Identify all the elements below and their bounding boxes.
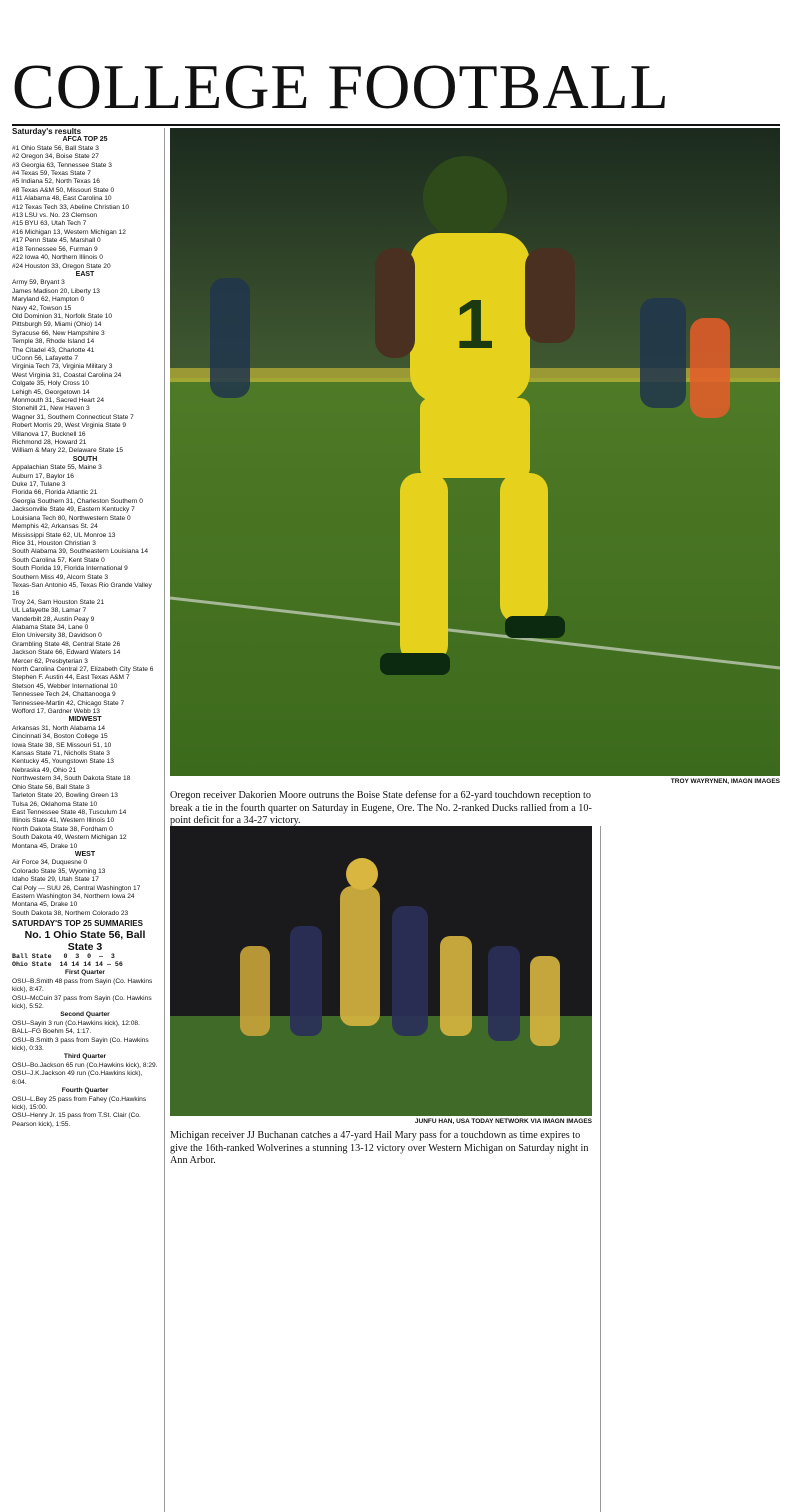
score-line: Monmouth 31, Sacred Heart 24	[12, 397, 104, 404]
score-line: East Tennessee State 48, Tusculum 14	[12, 808, 127, 816]
score-line: Richmond 28, Howard 21	[12, 439, 87, 447]
score-line: Idaho State 29, Utah State 17	[12, 876, 99, 884]
score-line: South Carolina 57, Kent State 0	[12, 556, 105, 564]
score-line: South Alabama 39, Southeastern Louisiana 14	[12, 548, 149, 556]
score-line: #1 Ohio State 56, Ball State 3	[12, 144, 99, 152]
linescore-row: Ball State 0 3 0 — 3	[12, 952, 115, 960]
quarter-heading: Fourth Quarter	[61, 1087, 109, 1095]
score-line: #13 LSU vs. No. 23 Clemson	[12, 212, 98, 220]
score-line: Robert Morris 29, West Virginia State 9	[12, 422, 127, 430]
scoring-plays: OSU–Bo.Jackson 65 run (Co.Hawkins kick), 8:29. OSU–J.K.Jackson 49 run (Co.Hawkins kick), 6:04.	[12, 1061, 158, 1086]
score-line: Temple 38, Rhode Island 14	[12, 338, 95, 346]
score-line: The Citadel 43, Charlotte 41	[12, 346, 95, 354]
midwest-list	[12, 725, 158, 851]
score-line: Tulsa 26, Oklahoma State 10	[12, 800, 98, 808]
score-line: Pittsburgh 59, Miami (Ohio) 14	[12, 321, 102, 329]
score-line: Ohio State 56, Ball State 3	[12, 783, 90, 791]
column-divider	[164, 128, 165, 1512]
west-heading: WEST	[74, 850, 96, 858]
score-line: Stephen F. Austin 44, East Texas A&M 7	[12, 674, 130, 682]
top25-list	[12, 145, 158, 271]
stadium-photo-illustration	[170, 128, 780, 776]
east-heading: EAST	[75, 270, 95, 278]
score-line: South Dakota 49, Western Michigan 12	[12, 834, 127, 842]
scoring-plays: OSU–L.Bey 25 pass from Fahey (Co.Hawkins kick), 15:00. OSU–Henry Jr. 15 pass from T.St. Clair (Co. Pearson kick), 1:55.	[12, 1095, 147, 1128]
score-line: Cincinnati 34, Boston College 15	[12, 733, 108, 741]
score-line: North Dakota State 38, Fordham 0	[12, 825, 113, 833]
score-line: Old Dominion 31, Norfolk State 10	[12, 312, 113, 320]
score-line: Southern Miss 49, Alcorn State 3	[12, 573, 109, 581]
score-line: Jackson State 66, Edward Waters 14	[12, 649, 121, 657]
score-line: Jacksonville State 49, Eastern Kentucky 7	[12, 506, 135, 514]
stadium-photo-illustration	[170, 826, 592, 1116]
score-line: Elon University 38, Davidson 0	[12, 632, 102, 640]
score-line: #15 BYU 63, Utah Tech 7	[12, 220, 87, 228]
score-line: South Florida 19, Florida International 9	[12, 565, 128, 573]
score-line: Cal Poly — SUU 26, Central Washington 17	[12, 884, 141, 892]
score-line: Duke 17, Tulane 3	[12, 481, 66, 489]
scores-column	[12, 128, 158, 1512]
score-line: Maryland 62, Hampton 0	[12, 296, 85, 304]
quarter-heading: Second Quarter	[60, 1011, 110, 1019]
score-line: Montana 45, Drake 10	[12, 901, 78, 909]
score-line: #5 Indiana 52, North Texas 16	[12, 178, 100, 186]
score-line: Florida 66, Florida Atlantic 21	[12, 489, 98, 497]
photo-credit: JUNFU HAN, USA TODAY NETWORK VIA IMAGN IMAGES	[414, 1118, 592, 1125]
score-line: Rice 31, Houston Christian 3	[12, 539, 96, 547]
score-line: #17 Penn State 45, Marshall 0	[12, 237, 101, 245]
score-line: Alabama State 34, Lane 0	[12, 623, 89, 631]
west-list	[12, 859, 158, 918]
score-line: South Dakota 38, Northern Colorado 23	[12, 909, 129, 917]
results-heading: Saturday's results	[12, 128, 82, 136]
score-line: #4 Texas 59, Texas State 7	[12, 170, 91, 178]
score-line: Kansas State 71, Nicholls State 3	[12, 750, 110, 758]
score-line: Appalachian State 55, Maine 3	[12, 464, 102, 472]
scoring-plays: OSU–Sayin 3 run (Co.Hawkins kick), 12:08. BALL–FG Boehm 54, 1:17. OSU–B.Smith 3 pass from Sayin (Co. Hawkins kick), 0:33.	[12, 1019, 149, 1053]
linescore-row: Ohio State 14 14 14 14 — 56	[12, 961, 123, 968]
summaries-heading: SATURDAY'S TOP 25 SUMMARIES	[12, 919, 143, 929]
score-line: Tennessee-Martin 42, Chicago State 7	[12, 699, 125, 707]
score-line: Air Force 34, Duquesne 0	[12, 859, 88, 867]
score-line: #16 Michigan 13, Western Michigan 12	[12, 228, 126, 236]
score-line: Grambling State 48, Central State 26	[12, 640, 121, 648]
score-line: Colgate 35, Holy Cross 10	[12, 380, 89, 388]
quarter-heading: First Quarter	[65, 969, 105, 977]
score-line: Texas-San Antonio 45, Texas Rio Grande Valley 16	[12, 581, 152, 598]
score-line: Tarleton State 20, Bowling Green 13	[12, 792, 118, 800]
svg-text:1: 1	[455, 285, 494, 363]
score-line: #22 Iowa 40, Northern Illinois 0	[12, 254, 103, 262]
score-line: Mercer 62, Presbyterian 3	[12, 657, 88, 665]
michigan-photo	[170, 826, 592, 1116]
masthead-rule	[12, 124, 780, 126]
score-line: West Virginia 31, Coastal Carolina 24	[12, 371, 122, 379]
score-line: Nebraska 49, Ohio 21	[12, 766, 77, 774]
score-line: Stetson 45, Webber International 10	[12, 682, 118, 690]
masthead	[12, 52, 780, 122]
score-line: Navy 42, Towson 15	[12, 304, 72, 312]
score-line: #12 Texas Tech 33, Abeline Christian 10	[12, 203, 130, 211]
score-line: Villanova 17, Bucknell 16	[12, 430, 86, 438]
score-line: #2 Oregon 34, Boise State 27	[12, 153, 99, 161]
score-line: Army 59, Bryant 3	[12, 279, 65, 287]
score-line: Iowa State 38, SE Missouri 51, 10	[12, 741, 112, 749]
south-heading: SOUTH	[72, 455, 98, 463]
score-line: Montana 45, Drake 10	[12, 842, 78, 850]
score-line: William & Mary 22, Delaware State 15	[12, 447, 124, 455]
photo-credit: TROY WAYRYNEN, IMAGN IMAGES	[670, 778, 780, 785]
score-line: #3 Georgia 63, Tennessee State 3	[12, 161, 112, 169]
score-line: #24 Houston 33, Oregon State 20	[12, 262, 111, 270]
score-line: UConn 56, Lafayette 7	[12, 354, 78, 362]
score-line: Lehigh 45, Georgetown 14	[12, 388, 90, 396]
score-line: #11 Alabama 48, East Carolina 10	[12, 195, 112, 203]
score-line: North Carolina Central 27, Elizabeth City State 6	[12, 666, 154, 673]
quarter-heading: Third Quarter	[63, 1053, 107, 1061]
score-line: Georgia Southern 31, Charleston Southern 0	[12, 497, 143, 505]
game-title: No. 1 Ohio State 56, Ball State 3	[24, 928, 146, 953]
score-line: Illinois State 41, Western Illinois 10	[12, 817, 115, 825]
scoring-plays: OSU–B.Smith 48 pass from Sayin (Co. Hawkins kick), 8:47. OSU–McCuin 37 pass from Sayin (Co. Hawkins kick), 5:52.	[12, 977, 153, 1011]
score-line: Memphis 42, Arkansas St. 24	[12, 523, 98, 531]
midwest-heading: MIDWEST	[68, 716, 102, 724]
score-line: Tennessee Tech 24, Chattanooga 9	[12, 691, 116, 699]
score-line: Colorado State 35, Wyoming 13	[12, 867, 106, 875]
poll-heading: AFCA TOP 25	[62, 136, 108, 144]
section-title: COLLEGE FOOTBALL	[12, 51, 670, 122]
photo-caption: Michigan receiver JJ Buchanan catches a 47-yard Hail Mary pass for a touchdown as time expires to give the 16th-ranked Wolverines a stunning 13-12 victory over Western Michigan on Saturday night in Ann Arbor.	[170, 1130, 589, 1167]
score-line: Arkansas 31, North Alabama 14	[12, 724, 106, 732]
score-line: #18 Tennessee 56, Furman 9	[12, 245, 98, 253]
score-line: Virginia Tech 73, Virginia Military 3	[12, 363, 113, 371]
photo-caption: Oregon receiver Dakorien Moore outruns the Boise State defense for a 62-yard touchdown reception to break a tie in the fourth quarter on Saturday in Eugene, Ore. The No. 2-ranked Ducks rallied from a 10-point deficit for a 34-27 victory.	[170, 790, 592, 827]
south-list	[12, 464, 158, 716]
score-line: Kentucky 45, Youngstown State 13	[12, 758, 114, 766]
score-line: Auburn 17, Baylor 16	[12, 472, 74, 480]
score-line: Eastern Washington 34, Northern Iowa 24	[12, 892, 135, 900]
score-line: #8 Texas A&M 50, Missouri State 0	[12, 186, 115, 194]
east-list	[12, 279, 158, 456]
oregon-photo	[170, 128, 780, 776]
score-line: Wofford 17, Gardner Webb 13	[12, 708, 100, 716]
score-line: Troy 24, Sam Houston State 21	[12, 598, 105, 606]
score-line: Northwestern 34, South Dakota State 18	[12, 775, 131, 783]
score-line: Louisiana Tech 80, Northwestern State 0	[12, 514, 131, 522]
column-divider	[600, 826, 601, 1512]
score-line: Wagner 31, Southern Connecticut State 7	[12, 413, 134, 421]
score-line: Stonehill 21, New Haven 3	[12, 405, 90, 413]
score-line: Mississippi State 62, UL Monroe 13	[12, 531, 116, 539]
score-line: UL Lafayette 38, Lamar 7	[12, 607, 87, 615]
score-line: Syracuse 66, New Hampshire 3	[12, 329, 105, 337]
score-line: James Madison 20, Liberty 13	[12, 287, 100, 295]
score-line: Vanderbilt 28, Austin Peay 9	[12, 615, 95, 623]
